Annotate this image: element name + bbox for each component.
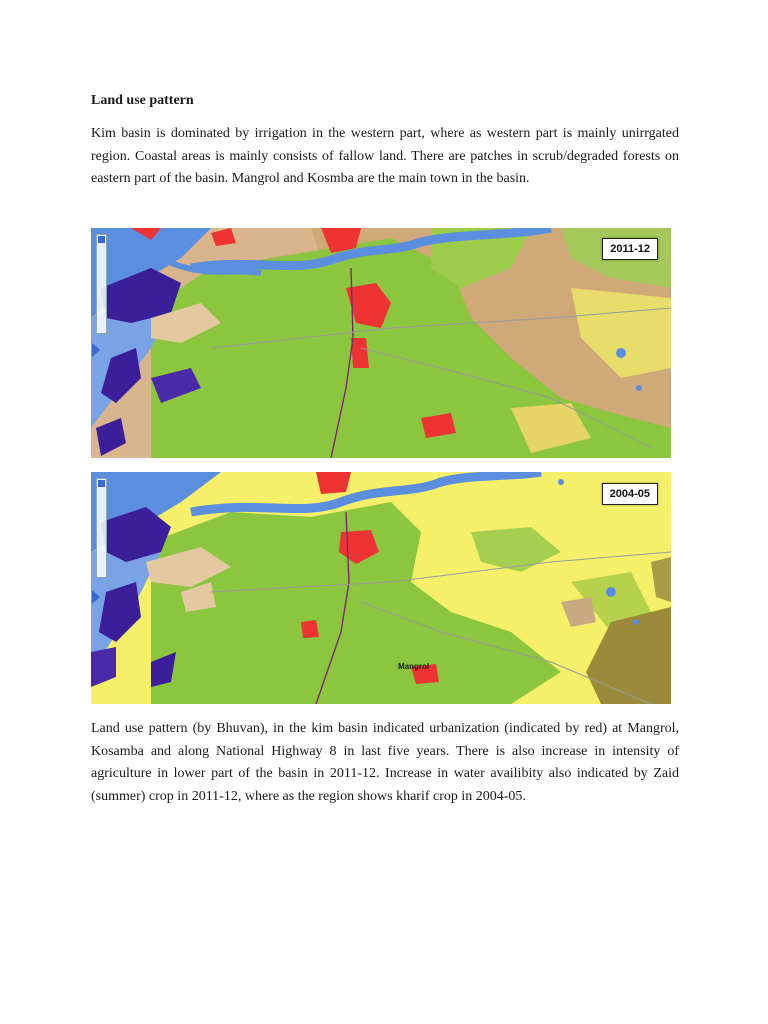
year-badge-2011-12: 2011-12: [602, 238, 658, 260]
year-badge-2004-05: 2004-05: [602, 483, 658, 505]
town-label-mangrol: Mangrol: [398, 662, 430, 671]
zoom-in-icon[interactable]: [98, 236, 105, 243]
intro-paragraph: Kim basin is dominated by irrigation in the western part, where as western part is mainly unirrgated region. Coastal areas is mainly consists of fallow land. There are patches in scrub/degraded forests on eastern part of the basin. Mangrol and Kosmba are the main town in the basin.: [91, 126, 679, 186]
map-zoom-control[interactable]: [96, 478, 107, 578]
zoom-in-icon[interactable]: [98, 480, 105, 487]
conclusion-paragraph: Land use pattern (by Bhuvan), in the kim basin indicated urbanization (indicated by red) at Mangrol, Kosamba and along National Highway 8 in last five years. There is also increase in intensity of agriculture in lower part of the basin in 2011-12. Increase in water availibity also indicated by Zaid (summer) crop in 2011-12, where as the region shows kharif crop in 2004-05.: [91, 721, 679, 804]
land-use-map-image: [91, 228, 671, 458]
land-use-map-2004-05: [91, 472, 671, 704]
section-heading: Land use pattern: [91, 93, 194, 108]
map-zoom-control[interactable]: [96, 234, 107, 334]
land-use-map-2011-12: [91, 228, 671, 458]
land-use-map-image: [91, 472, 671, 704]
